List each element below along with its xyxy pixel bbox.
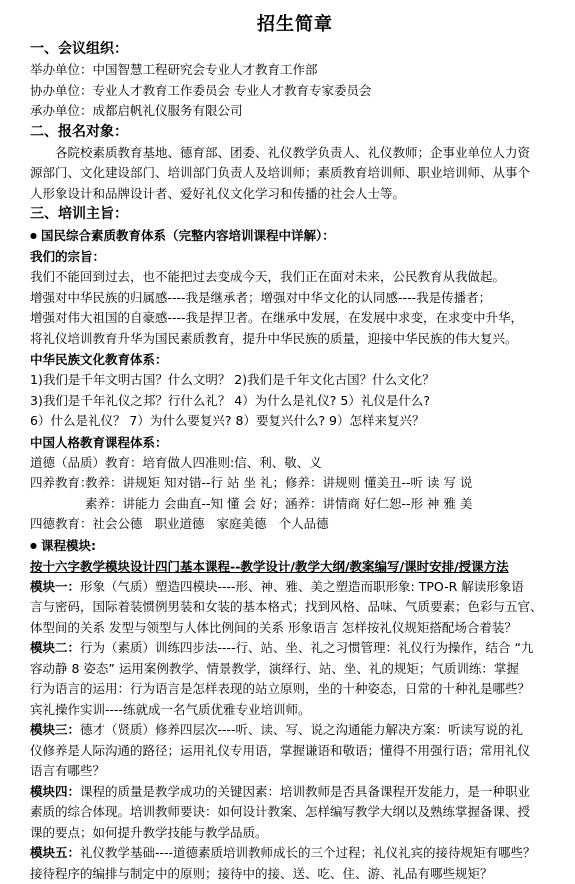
undertaker-row (30, 101, 560, 122)
module-3-line: 语言有哪些？ (30, 761, 560, 782)
module-2-line: 宾礼操作实训----练就成一名气质优雅专业培训师。 (30, 700, 560, 721)
audience-line: 人形象设计和品牌设计者、爱好礼仪文化学习和传播的社会人士等。 (30, 184, 560, 205)
module-5-line: 接待程序的编排与制定中的原则；接待中的接、送、吃、住、游、礼品有哪些规矩？ (30, 864, 560, 884)
four-virtues-row (30, 514, 560, 535)
purpose-line: 将礼仪培训教育升华为国民素质教育，提升中华民族的质量，迎接中华民族的伟大复兴。 (30, 329, 560, 350)
audience-line: 各院校素质教育基地、德育部、团委、礼仪教学负责人、礼仪教师；企事业单位人力资 (30, 143, 560, 164)
module-text: 礼仪教学基础----道德素质培训教师成长的三个过程；礼仪礼宾的接待规矩有哪些？ (80, 845, 536, 860)
culture-heading: 中华民族文化教育体系： (30, 349, 560, 370)
personality-heading: 中国人格教育课程体系： (30, 432, 560, 453)
cultivation-item-value: 讲情商 好仁恕--形 神 雅 美 (322, 496, 472, 511)
cultivation-item-value: 讲规则 懂美丑--听 读 写 说 (322, 475, 472, 490)
organizer-row (30, 60, 560, 81)
section-heading-purpose: 三、培训主旨： (30, 204, 560, 225)
module-1-line: 言与密码，国际着装惯例男装和女装的基本格式；找到风格、品味、气质要素；色彩与五官、 (30, 597, 560, 618)
module-intro: 按十六字教学模块设计四门基本课程--教学设计/教学大纲/教案编写/课时安排/授课方法 (30, 556, 560, 577)
module-5-line (30, 843, 560, 864)
bullet-heading-course-modules: ● 课程模块: (30, 535, 560, 556)
module-text: 形象（气质）塑造四模块----形、神、雅、美之塑造而职形象: TPO-R 解读形象语 (80, 579, 524, 594)
module-2-line (30, 638, 560, 659)
co-organizer-row (30, 81, 560, 102)
moral-education-value: 培育做人四准则:信、利、敬、义 (143, 455, 322, 470)
virtue-item: 个人品德 (279, 516, 329, 531)
culture-line: 6）什么是礼仪？ 7）为什么要复兴? 8）要复兴什么? 9）怎样来复兴？ (30, 411, 560, 432)
brochure-page (30, 12, 560, 884)
module-label: 模块一： (30, 579, 80, 594)
purpose-line: 增强对伟大祖国的自豪感----我是捍卫者。在继承中发展，在发展中求变，在求变中升华， (30, 308, 560, 329)
culture-line: 3)我们是千年礼仪之邦？行什么礼？ 4）为什么是礼仪? 5）礼仪是什么? (30, 391, 560, 412)
module-4-line: 课的要点；如何提升教学技能与教学品质。 (30, 823, 560, 844)
four-cultivation-row (30, 494, 560, 515)
organizer-value: 中国智慧工程研究会专业人才教育工作部 (93, 62, 318, 77)
co-organizer-value: 专业人才教育工作委员会 专业人才教育专家委员会 (93, 83, 372, 98)
virtue-item: 家庭美德 (217, 516, 267, 531)
cultivation-item-label: 教养： (85, 475, 123, 490)
virtue-item: 职业道德 (155, 516, 205, 531)
four-virtues-label: 四德教育： (30, 516, 93, 531)
virtue-item: 社会公德 (93, 516, 143, 531)
section-heading-audience: 二、报名对象： (30, 122, 560, 143)
module-1-line: 体型间的关系 发型与领型与人体比例间的关系 形象语言 怎样按礼仪规矩搭配场合着装？ (30, 618, 560, 639)
cultivation-item-value: 讲规矩 知对错--行 站 坐 礼 (123, 475, 273, 490)
undertaker-label: 承办单位： (30, 103, 93, 118)
module-2-line: 容动静 8 姿态” 运用案例教学、情景教学，演绎行、站、坐、礼的规矩；气质训练：掌握 (30, 659, 560, 680)
separator-text: ； (272, 496, 285, 511)
module-text: 课程的质量是教学成功的关键因素：培训教师是否具备课程开发能力，是一种职业 (80, 784, 530, 799)
module-1-line (30, 577, 560, 598)
cultivation-item-value: 讲能力 会曲直--知 懂 会 好 (123, 496, 273, 511)
module-label: 模块二： (30, 640, 80, 655)
purpose-heading: 我们的宗旨： (30, 246, 560, 267)
module-3-line (30, 720, 560, 741)
cultivation-item-label: 修养： (285, 475, 323, 490)
module-text: 行为（素质）训练四步法----行、站、坐、礼之习惯管理：礼仪行为操作，结合 “九 (80, 640, 534, 655)
module-2-line: 行为语言的运用：行为语言是怎样表现的站立原则，坐的十种姿态，日常的十种礼是哪些？ (30, 679, 560, 700)
section-heading-organization: 一、会议组织： (30, 39, 560, 60)
organizer-label: 举办单位： (30, 62, 93, 77)
audience-line: 源部门、文化建设部门、培训部门负责人及培训师；素质教育培训师、职业培训师、从事个 (30, 163, 560, 184)
module-label: 模块三： (30, 722, 80, 737)
undertaker-value: 成都启帆礼仪服务有限公司 (93, 103, 243, 118)
purpose-line: 增强对中华民族的归属感----我是继承者；增强对中华文化的认同感----我是传播者； (30, 288, 560, 309)
four-cultivation-label: 四养教育： (30, 473, 85, 494)
module-text: 德才（贤质）修养四层次----听、读、写、说之沟通能力解决方案：听读写说的礼 (80, 722, 523, 737)
module-3-line: 仪修养是人际沟通的路径；运用礼仪专用语，掌握谦语和敬语；懂得不用强行语；常用礼仪 (30, 741, 560, 762)
co-organizer-label: 协办单位： (30, 83, 93, 98)
culture-line: 1)我们是千年文明古国？什么文明？ 2)我们是千年文化古国？什么文化？ (30, 370, 560, 391)
moral-education-row (30, 453, 560, 474)
cultivation-item-label: 素养： (85, 496, 123, 511)
moral-education-label: 道德（品质）教育： (30, 455, 143, 470)
purpose-line: 我们不能回到过去，也不能把过去变成今天，我们正在面对未来，公民教育从我做起。 (30, 267, 560, 288)
bullet-heading-education-system: ● 国民综合素质教育体系（完整内容培训课程中详解）： (30, 225, 560, 246)
cultivation-item-label: 涵养： (285, 496, 323, 511)
four-cultivation-row (30, 473, 560, 494)
module-4-line: 素质的综合体现。培训教师要诀：如何设计教案、怎样编写教学大纲以及熟练掌握备课、授 (30, 802, 560, 823)
module-4-line (30, 782, 560, 803)
page-title: 招生简章 (30, 12, 560, 38)
separator-text: ； (272, 475, 285, 490)
module-label: 模块五： (30, 845, 80, 860)
module-label: 模块四： (30, 784, 80, 799)
